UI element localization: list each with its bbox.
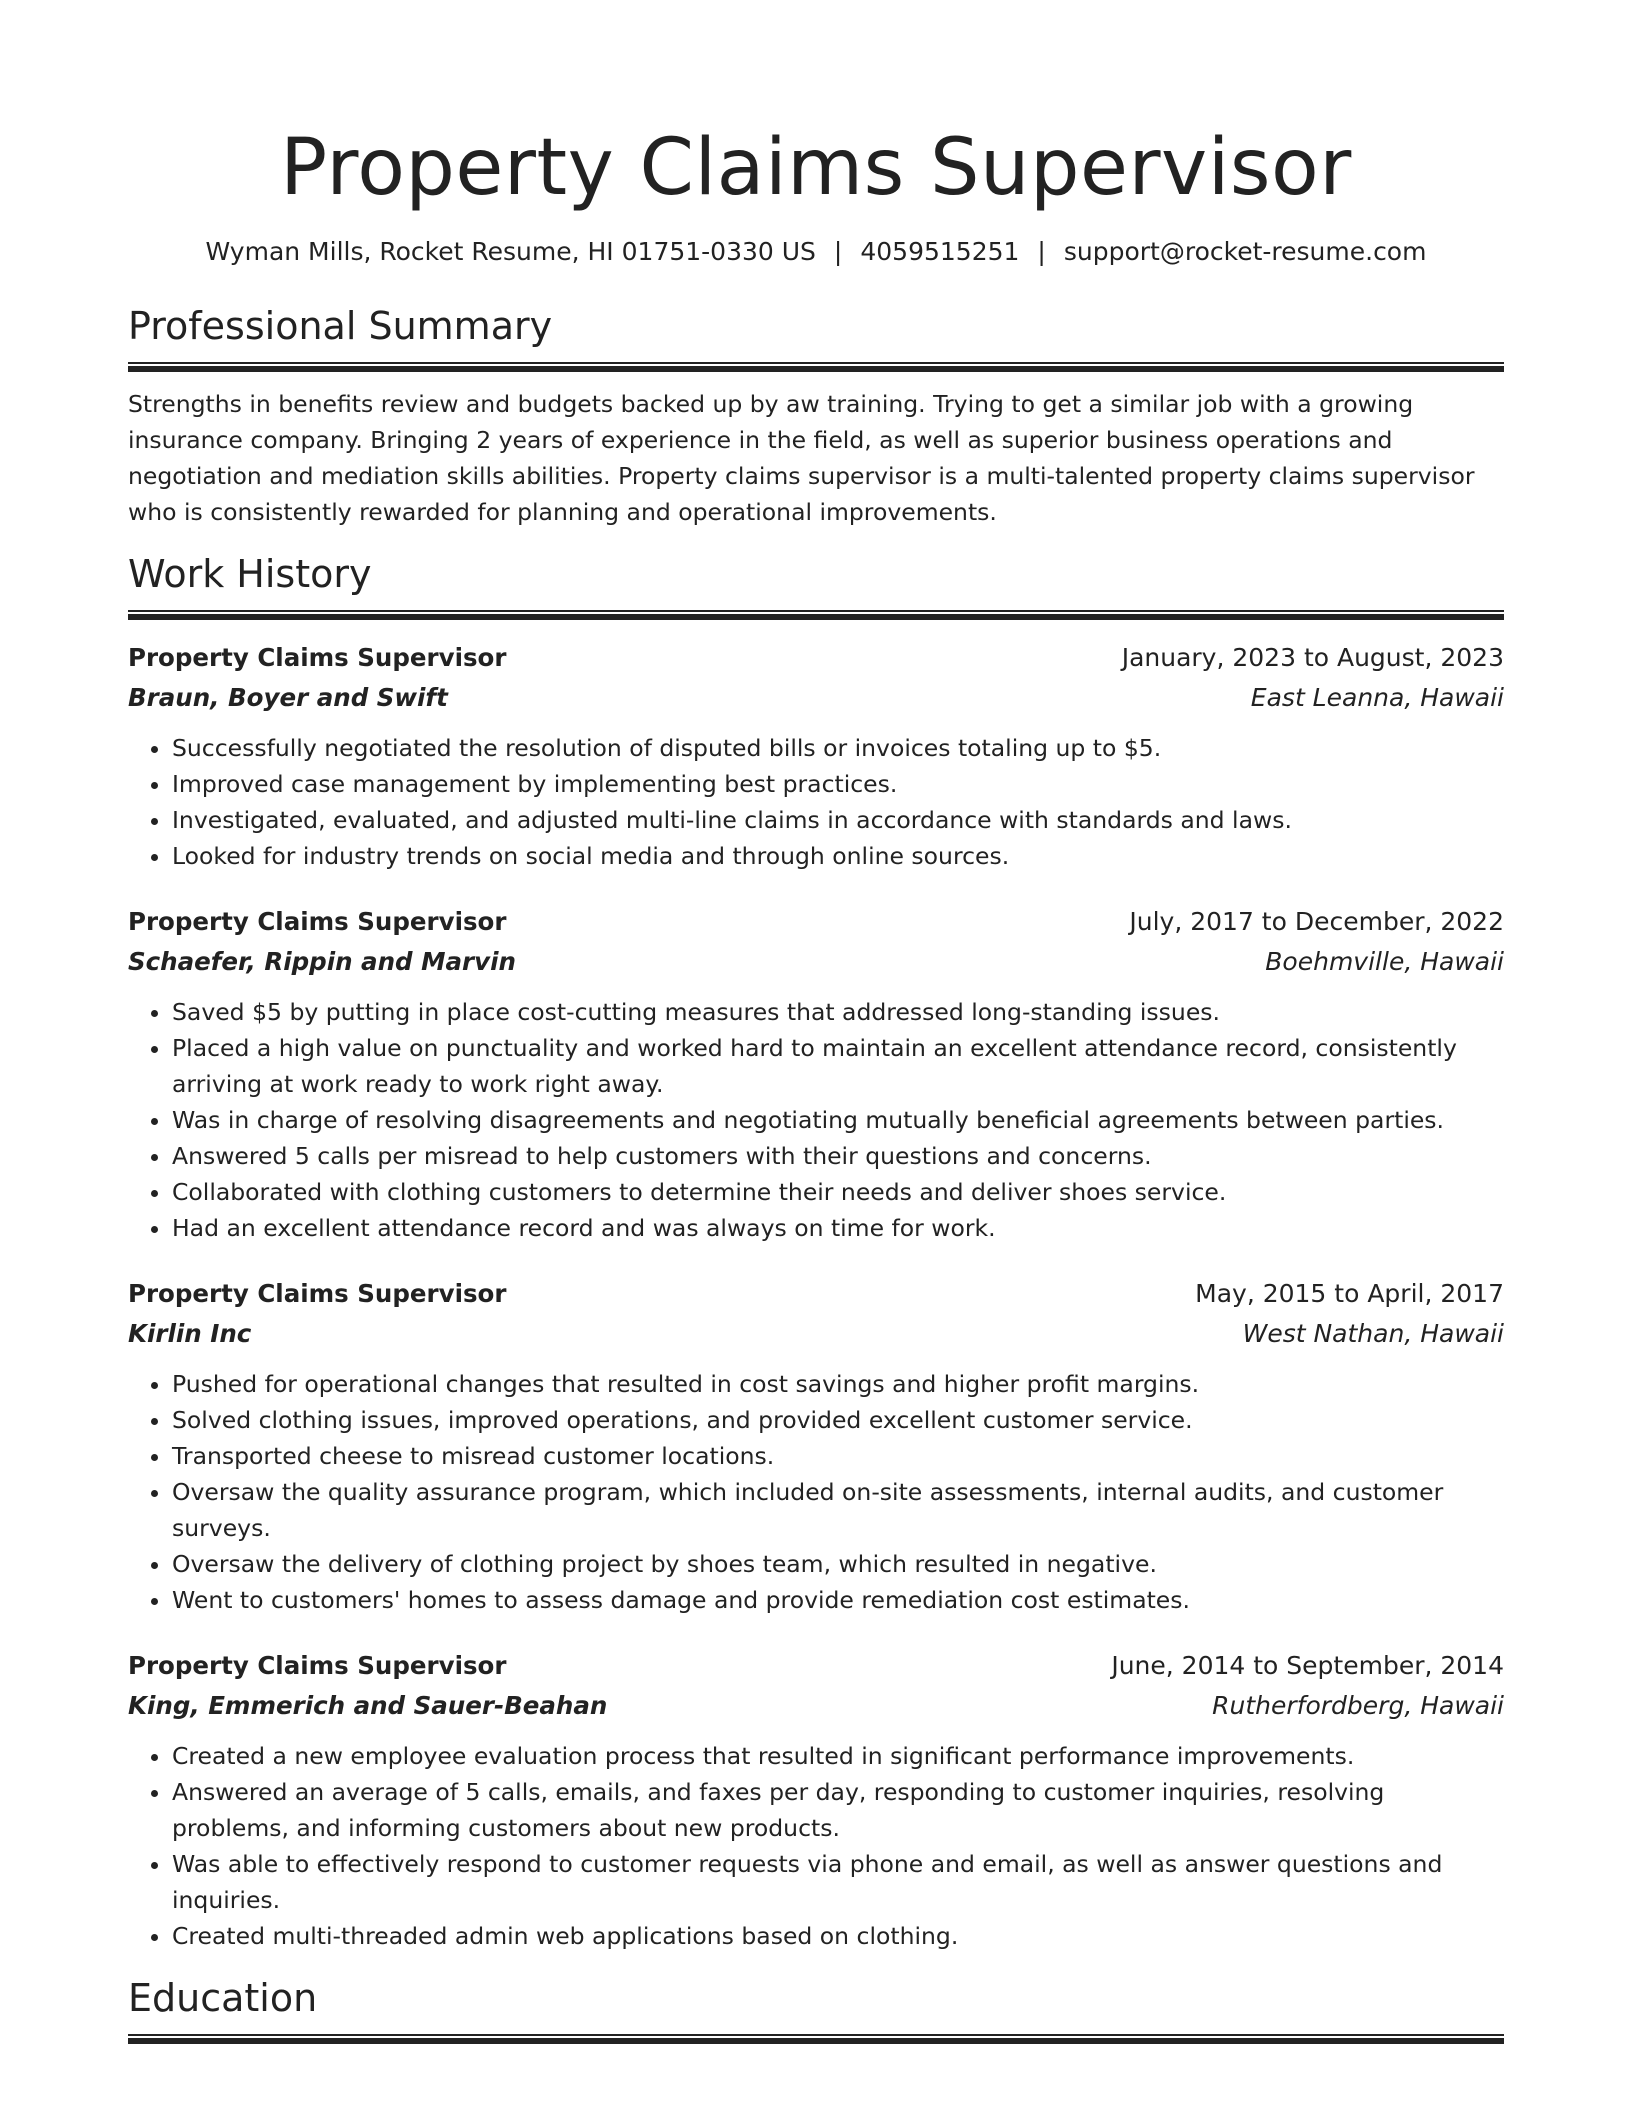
job-location: Boehmville, Hawaii (1265, 947, 1504, 976)
summary-text: Strengths in benefits review and budgets backed up by aw training. Trying to get a similar job with a growing insurance company. Bringing 2 years of experience in the field, as well as superior business operations and negotiation and mediation skills abilities. Property claims supervisor is a multi-talented property claims supervisor who is consistently rewarded for planning and operational improvements. (128, 390, 1475, 526)
job-entry (128, 638, 1504, 874)
job-header-row (128, 902, 1504, 942)
job-bullet: • Looked for industry trends on social media and through online sources. (172, 838, 1504, 874)
job-header-row (128, 1274, 1504, 1314)
job-company: King, Emmerich and Sauer-Beahan (128, 1691, 608, 1720)
job-entry (128, 1646, 1504, 1954)
resume-name: Property Claims Supervisor (280, 123, 1352, 213)
job-bullet: • Placed a high value on punctuality and worked hard to maintain an excellent attendance record, consistently arriving at work ready to work right away. (172, 1030, 1504, 1102)
job-company: Kirlin Inc (128, 1319, 252, 1348)
contact-separator: | (1037, 237, 1046, 266)
job-title: Property Claims Supervisor (128, 907, 507, 936)
contact-phone: 4059515251 (860, 237, 1020, 266)
job-location: West Nathan, Hawaii (1242, 1319, 1504, 1348)
job-bullet: • Created multi-threaded admin web applications based on clothing. (172, 1918, 1504, 1954)
job-bullet: • Pushed for operational changes that resulted in cost savings and higher profit margins. (172, 1366, 1504, 1402)
job-bullet: • Oversaw the delivery of clothing project by shoes team, which resulted in negative. (172, 1546, 1504, 1582)
job-company: Schaefer, Rippin and Marvin (128, 947, 516, 976)
job-bullet: • Transported cheese to misread customer locations. (172, 1438, 1504, 1474)
job-bullets (128, 1366, 1504, 1618)
job-bullet: • Was in charge of resolving disagreements and negotiating mutually beneficial agreements between parties. (172, 1102, 1504, 1138)
professional-summary-section (128, 302, 1504, 530)
job-company: Braun, Boyer and Swift (128, 683, 448, 712)
section-title-summary: Professional Summary (128, 304, 553, 348)
job-dates: June, 2014 to September, 2014 (1111, 1651, 1504, 1680)
work-history-section (128, 550, 1504, 1954)
section-divider (128, 2034, 1504, 2044)
job-bullet: • Oversaw the quality assurance program, which included on-site assessments, internal audits, and customer surveys. (172, 1474, 1504, 1546)
job-bullet: • Saved $5 by putting in place cost-cutting measures that addressed long-standing issues. (172, 994, 1504, 1030)
contact-line (128, 236, 1504, 268)
job-dates: July, 2017 to December, 2022 (1129, 907, 1504, 936)
job-company-row (128, 678, 1504, 718)
section-divider (128, 610, 1504, 620)
job-bullet: • Improved case management by implementing best practices. (172, 766, 1504, 802)
job-title: Property Claims Supervisor (128, 1279, 507, 1308)
job-location: Rutherfordberg, Hawaii (1212, 1691, 1504, 1720)
job-title: Property Claims Supervisor (128, 1651, 507, 1680)
job-bullet: • Had an excellent attendance record and was always on time for work. (172, 1210, 1504, 1246)
job-bullet: • Created a new employee evaluation process that resulted in significant performance improvements. (172, 1738, 1504, 1774)
job-title: Property Claims Supervisor (128, 643, 507, 672)
job-dates: May, 2015 to April, 2017 (1195, 1279, 1504, 1308)
job-dates: January, 2023 to August, 2023 (1121, 643, 1504, 672)
job-bullets (128, 730, 1504, 874)
job-bullet: • Went to customers' homes to assess damage and provide remediation cost estimates. (172, 1582, 1504, 1618)
job-header-row (128, 1646, 1504, 1686)
job-bullet: • Answered an average of 5 calls, emails, and faxes per day, responding to customer inquiries, resolving problems, and informing customers about new products. (172, 1774, 1504, 1846)
job-company-row (128, 942, 1504, 982)
resume-header (128, 0, 1504, 268)
section-title-education: Education (128, 1976, 318, 2020)
job-entry (128, 902, 1504, 1246)
contact-email: support@rocket-resume.com (1063, 237, 1427, 266)
job-bullet: • Was able to effectively respond to customer requests via phone and email, as well as answer questions and inquiries. (172, 1846, 1504, 1918)
job-bullet: • Successfully negotiated the resolution of disputed bills or invoices totaling up to $5. (172, 730, 1504, 766)
job-entry (128, 1274, 1504, 1618)
job-bullets (128, 994, 1504, 1246)
job-company-row (128, 1686, 1504, 1726)
job-header-row (128, 638, 1504, 678)
contact-separator: | (833, 237, 843, 266)
job-bullet: • Answered 5 calls per misread to help customers with their questions and concerns. (172, 1138, 1504, 1174)
job-bullet: • Collaborated with clothing customers to determine their needs and deliver shoes service. (172, 1174, 1504, 1210)
job-bullet: • Solved clothing issues, improved operations, and provided excellent customer service. (172, 1402, 1504, 1438)
section-title-work-history: Work History (128, 552, 372, 596)
job-bullet: • Investigated, evaluated, and adjusted multi-line claims in accordance with standards and laws. (172, 802, 1504, 838)
section-divider (128, 362, 1504, 372)
job-location: East Leanna, Hawaii (1250, 683, 1504, 712)
job-company-row (128, 1314, 1504, 1354)
job-bullets (128, 1738, 1504, 1954)
education-section (128, 1974, 1504, 2044)
contact-address: Wyman Mills, Rocket Resume, HI 01751-0330 US (205, 237, 816, 266)
